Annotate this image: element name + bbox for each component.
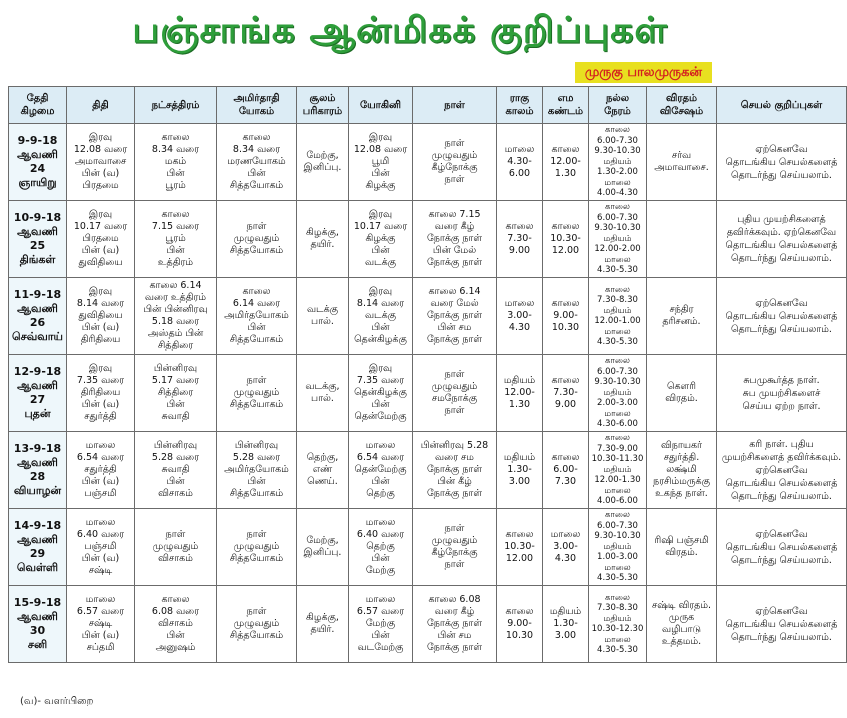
column-header-viratham: விரதம் விசேஷம் bbox=[647, 87, 717, 124]
nalla-cell: காலை 6.00-7.30 9.30-10.30 மதியம் 12.00-2.00 மாலை 4.30-5.30 bbox=[589, 201, 647, 278]
page-title: பஞ்சாங்க ஆன்மிகக் குறிப்புகள் bbox=[132, 10, 668, 51]
column-header-nakshatra: நட்சத்திரம் bbox=[135, 87, 217, 124]
naal-cell: காலை 7.15 வரை கீழ் நோக்கு நாள் பின் மேல் நோக்கு நாள் bbox=[413, 201, 497, 278]
panchangam-table bbox=[8, 86, 847, 663]
rahu-cell: மாலை 4.30- 6.00 bbox=[497, 124, 543, 201]
nalla-cell: காலை 6.00-7.30 9.30-10.30 மதியம் 2.00-3.00 மாலை 4.30-6.00 bbox=[589, 355, 647, 432]
ema-cell: காலை 7.30- 9.00 bbox=[543, 355, 589, 432]
table-row bbox=[9, 124, 847, 201]
column-header-rahu: ராகு காலம் bbox=[497, 87, 543, 124]
viratham-cell: சஷ்டி விரதம். முருக வழிபாடு உத்தமம். bbox=[647, 586, 717, 663]
action-cell: புதிய முயற்சிகளைத் தவிர்க்கவும். ஏற்கெனவே தொடங்கிய செயல்களைத் தொடர்ந்து செய்யலாம். bbox=[717, 201, 847, 278]
table-row bbox=[9, 509, 847, 586]
yogini-cell: மாலை 6.54 வரை தென்மேற்கு பின் தெற்கு bbox=[349, 432, 413, 509]
viratham-cell: சர்வ அமாவாசை. bbox=[647, 124, 717, 201]
column-header-date: தேதி கிழமை bbox=[9, 87, 67, 124]
author-badge: முருகு பாலமுருகன் bbox=[575, 62, 712, 83]
soolam-cell: வடக்கு, பால். bbox=[297, 355, 349, 432]
table-row bbox=[9, 432, 847, 509]
action-cell: ஏற்கெனவே தொடங்கிய செயல்களைத் தொடர்ந்து செய்யலாம். bbox=[717, 509, 847, 586]
column-header-ema: எம கண்டம் bbox=[543, 87, 589, 124]
nalla-cell: காலை 7.30-8.30 மதியம் 12.00-1.00 மாலை 4.30-5.30 bbox=[589, 278, 647, 355]
yogam-cell: காலை 6.14 வரை அமிர்தயோகம் பின் சித்தயோகம் bbox=[217, 278, 297, 355]
column-header-yogini: யோகினி bbox=[349, 87, 413, 124]
yogam-cell: நாள் முழுவதும் சித்தயோகம் bbox=[217, 201, 297, 278]
soolam-cell: கிழக்கு, தயிர். bbox=[297, 201, 349, 278]
date-cell: 9-9-18 ஆவணி 24 ஞாயிறு bbox=[9, 124, 67, 201]
nakshatra-cell: பின்னிரவு 5.28 வரை சுவாதி பின் விசாகம் bbox=[135, 432, 217, 509]
thithi-cell: மாலை 6.57 வரை சஷ்டி பின் (வ) சப்தமி bbox=[67, 586, 135, 663]
rahu-cell: மதியம் 12.00- 1.30 bbox=[497, 355, 543, 432]
yogini-cell: மாலை 6.40 வரை தெற்கு பின் மேற்கு bbox=[349, 509, 413, 586]
soolam-cell: வடக்கு பால். bbox=[297, 278, 349, 355]
action-cell: ஏற்கெனவே தொடங்கிய செயல்களைத் தொடர்ந்து செய்யலாம். bbox=[717, 124, 847, 201]
nakshatra-cell: காலை 6.08 வரை விசாகம் பின் அனுஷம் bbox=[135, 586, 217, 663]
thithi-cell: மாலை 6.40 வரை பஞ்சமி பின் (வ) சஷ்டி bbox=[67, 509, 135, 586]
column-header-naal: நாள் bbox=[413, 87, 497, 124]
yogini-cell: இரவு 7.35 வரை தென்கிழக்கு பின் தென்மேற்கு bbox=[349, 355, 413, 432]
viratham-cell: கௌரி விரதம். bbox=[647, 355, 717, 432]
ema-cell: மதியம் 1.30- 3.00 bbox=[543, 586, 589, 663]
action-cell: ஏற்கெனவே தொடங்கிய செயல்களைத் தொடர்ந்து செய்யலாம். bbox=[717, 586, 847, 663]
footnote: (வ)- வளர்பிறை bbox=[20, 696, 94, 707]
naal-cell: காலை 6.08 வரை கீழ் நோக்கு நாள் பின் சம நோக்கு நாள் bbox=[413, 586, 497, 663]
yogam-cell: பின்னிரவு 5.28 வரை அமிர்தயோகம் பின் சித்தயோகம் bbox=[217, 432, 297, 509]
date-cell: 13-9-18 ஆவணி 28 வியாழன் bbox=[9, 432, 67, 509]
naal-cell: நாள் முழுவதும் கீழ்நோக்கு நாள் bbox=[413, 509, 497, 586]
date-cell: 14-9-18 ஆவணி 29 வெள்ளி bbox=[9, 509, 67, 586]
nalla-cell: காலை 7.30-9.00 10.30-11.30 மதியம் 12.00-1.30 மாலை 4.00-6.00 bbox=[589, 432, 647, 509]
rahu-cell: காலை 7.30- 9.00 bbox=[497, 201, 543, 278]
viratham-cell bbox=[647, 201, 717, 278]
soolam-cell: தெற்கு, எண் ணெய். bbox=[297, 432, 349, 509]
column-header-action: செயல் குறிப்புகள் bbox=[717, 87, 847, 124]
action-cell: கரி நாள். புதிய முயற்சிகளைத் தவிர்க்கவும். ஏற்கெனவே தொடங்கிய செயல்களைத் தொடர்ந்து செய்யலாம். bbox=[717, 432, 847, 509]
naal-cell: நாள் முழுவதும் சமநோக்கு நாள் bbox=[413, 355, 497, 432]
thithi-cell: இரவு 10.17 வரை பிரதமை பின் (வ) துவிதியை bbox=[67, 201, 135, 278]
rahu-cell: காலை 10.30- 12.00 bbox=[497, 509, 543, 586]
naal-cell: காலை 6.14 வரை மேல் நோக்கு நாள் பின் சம நோக்கு நாள் bbox=[413, 278, 497, 355]
thithi-cell: இரவு 7.35 வரை திரிதியை பின் (வ) சதுர்த்தி bbox=[67, 355, 135, 432]
ema-cell: காலை 9.00- 10.30 bbox=[543, 278, 589, 355]
nakshatra-cell: நாள் முழுவதும் விசாகம் bbox=[135, 509, 217, 586]
soolam-cell: மேற்கு, இனிப்பு. bbox=[297, 124, 349, 201]
column-header-nalla: நல்ல நேரம் bbox=[589, 87, 647, 124]
yogam-cell: நாள் முழுவதும் சித்தயோகம் bbox=[217, 586, 297, 663]
nalla-cell: காலை 7.30-8.30 மதியம் 10.30-12.30 மாலை 4.30-5.30 bbox=[589, 586, 647, 663]
yogini-cell: இரவு 10.17 வரை கிழக்கு பின் வடக்கு bbox=[349, 201, 413, 278]
title-banner bbox=[30, 8, 770, 58]
thithi-cell: இரவு 12.08 வரை அமாவாசை பின் (வ) பிரதமை bbox=[67, 124, 135, 201]
naal-cell: பின்னிரவு 5.28 வரை சம நோக்கு நாள் பின் கீழ் நோக்கு நாள் bbox=[413, 432, 497, 509]
date-cell: 12-9-18 ஆவணி 27 புதன் bbox=[9, 355, 67, 432]
table-row bbox=[9, 278, 847, 355]
yogam-cell: நாள் முழுவதும் சித்தயோகம் bbox=[217, 509, 297, 586]
viratham-cell: விநாயகர் சதுர்த்தி. லக்ஷ்மி நரசிம்மருக்கு உகந்த நாள். bbox=[647, 432, 717, 509]
yogini-cell: இரவு 8.14 வரை வடக்கு பின் தென்கிழக்கு bbox=[349, 278, 413, 355]
table-row bbox=[9, 201, 847, 278]
viratham-cell: ரிஷி பஞ்சமி விரதம். bbox=[647, 509, 717, 586]
viratham-cell: சந்திர தரிசனம். bbox=[647, 278, 717, 355]
action-cell: சுபமுகூர்த்த நாள். சுப முயற்சிகளைச் செய்ய ஏற்ற நாள். bbox=[717, 355, 847, 432]
yogini-cell: இரவு 12.08 வரை பூமி பின் கிழக்கு bbox=[349, 124, 413, 201]
table-row bbox=[9, 355, 847, 432]
action-cell: ஏற்கெனவே தொடங்கிய செயல்களைத் தொடர்ந்து செய்யலாம். bbox=[717, 278, 847, 355]
nalla-cell: காலை 6.00-7.30 9.30-10.30 மதியம் 1.00-3.00 மாலை 4.30-5.30 bbox=[589, 509, 647, 586]
header-row bbox=[9, 87, 847, 124]
yogam-cell: காலை 8.34 வரை மரணயோகம் பின் சித்தயோகம் bbox=[217, 124, 297, 201]
ema-cell: காலை 6.00- 7.30 bbox=[543, 432, 589, 509]
yogini-cell: மாலை 6.57 வரை மேற்கு பின் வடமேற்கு bbox=[349, 586, 413, 663]
ema-cell: மாலை 3.00- 4.30 bbox=[543, 509, 589, 586]
column-header-yogam: அமிர்தாதி யோகம் bbox=[217, 87, 297, 124]
rahu-cell: மதியம் 1.30- 3.00 bbox=[497, 432, 543, 509]
soolam-cell: கிழக்கு, தயிர். bbox=[297, 586, 349, 663]
date-cell: 10-9-18 ஆவணி 25 திங்கள் bbox=[9, 201, 67, 278]
thithi-cell: இரவு 8.14 வரை துவிதியை பின் (வ) திரிதியை bbox=[67, 278, 135, 355]
soolam-cell: மேற்கு, இனிப்பு. bbox=[297, 509, 349, 586]
date-cell: 11-9-18 ஆவணி 26 செவ்வாய் bbox=[9, 278, 67, 355]
rahu-cell: மாலை 3.00- 4.30 bbox=[497, 278, 543, 355]
column-header-thithi: திதி bbox=[67, 87, 135, 124]
ema-cell: காலை 10.30- 12.00 bbox=[543, 201, 589, 278]
table-row bbox=[9, 586, 847, 663]
table-body bbox=[9, 124, 847, 663]
column-header-soolam: சூலம் பரிகாரம் bbox=[297, 87, 349, 124]
rahu-cell: காலை 9.00- 10.30 bbox=[497, 586, 543, 663]
nakshatra-cell: காலை 8.34 வரை மகம் பின் பூரம் bbox=[135, 124, 217, 201]
thithi-cell: மாலை 6.54 வரை சதுர்த்தி பின் (வ) பஞ்சமி bbox=[67, 432, 135, 509]
yogam-cell: நாள் முழுவதும் சித்தயோகம் bbox=[217, 355, 297, 432]
nakshatra-cell: பின்னிரவு 5.17 வரை சித்திரை பின் சுவாதி bbox=[135, 355, 217, 432]
nakshatra-cell: காலை 7.15 வரை பூரம் பின் உத்திரம் bbox=[135, 201, 217, 278]
nakshatra-cell: காலை 6.14 வரை உத்திரம் பின் பின்னிரவு 5.18 வரை அஸ்தம் பின் சித்திரை bbox=[135, 278, 217, 355]
date-cell: 15-9-18 ஆவணி 30 சனி bbox=[9, 586, 67, 663]
nalla-cell: காலை 6.00-7.30 9.30-10.30 மதியம் 1.30-2.00 மாலை 4.00-4.30 bbox=[589, 124, 647, 201]
ema-cell: காலை 12.00- 1.30 bbox=[543, 124, 589, 201]
naal-cell: நாள் முழுவதும் கீழ்நோக்கு நாள் bbox=[413, 124, 497, 201]
